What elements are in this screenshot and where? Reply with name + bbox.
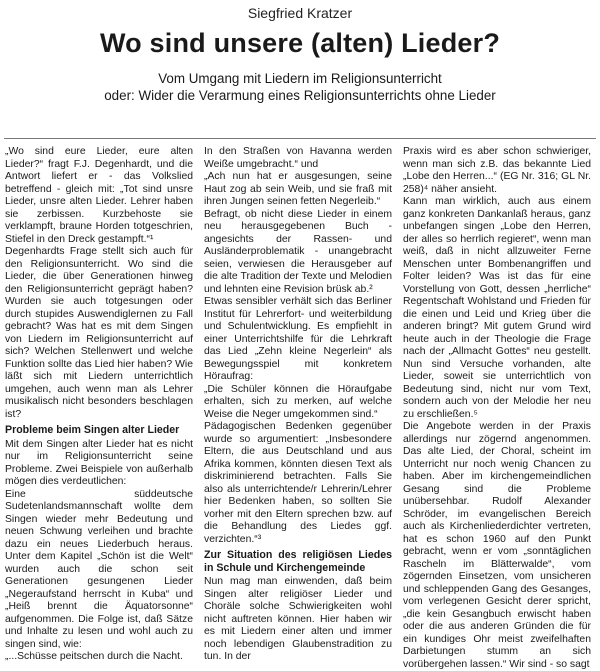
paragraph: Degenhardts Frage stellt sich auch für den Religionsunterricht. Wo sind die Lieder, die über Generationen hinweg den Religionsunterricht geprägt haben? Wurden sie auch totgesungen oder durch stupides Auswendiglernen zu Fall gebracht? Was hat es mit dem Singen von Liedern im Religionsunterricht auf sich? Welchen Stellenwert und welche Funktion sollte das Lied hier haben? Wie läßt sich mit Liedern unterrichtlich umgehen, auch wenn man als Lehrer musikalisch nicht besonders beschlagen ist?	[5, 246, 193, 420]
text-column-2	[204, 146, 392, 664]
paragraph: „Die Schüler können die Höraufgabe erhalten, sich zu merken, auf welche Weise die Neger umgekommen sind.“	[204, 383, 392, 420]
section-heading: Zur Situation des religiösen Liedes in Schule und Kirchengemeinde	[204, 549, 392, 574]
text-column-1	[5, 146, 193, 664]
paragraph: In den Straßen von Havanna werden Weiße umgebracht.“ und	[204, 146, 392, 170]
paragraph: „...Schüsse peitschen durch die Nacht.	[5, 651, 183, 662]
author-name: Siegfried Kratzer	[247, 5, 353, 21]
header-divider	[4, 138, 596, 139]
paragraph: Nun mag man einwenden, daß beim Singen alter religiöser Lieder und Choräle solche Schwierigkeiten wohl nicht auftreten können. Hier haben wir es mit Liedern einer alten und immer noch lebendigen Glaubenstradition zu tun. In der	[204, 576, 392, 662]
paragraph: Mit dem Singen alter Lieder hat es nicht nur im Religionsunterricht seine Probleme. Zwei Beispiele von außerhalb mögen dies verdeutlichen:	[5, 438, 193, 487]
paragraph: Eine süddeutsche Sudetenlandsmannschaft wollte dem Singen wieder mehr Bedeutung und neuen Schwung verleihen und brachte dazu ein neues Liederbuch heraus. Unter dem Kapitel „Schön ist die Welt“ wurden auch die schon seit Generationen gesungenen Lieder „Negeraufstand herrscht in Kuba“ und „Heiß brennt die Äquatorsonne“ aufgenommen. Die Folge ist, daß Sätze und Inhalte zu lesen und wohl auch zu singen sind, wie:	[5, 488, 193, 650]
paragraph: Pädagogischen Bedenken gegenüber wurde so argumentiert: „Insbesondere Eltern, die aus Deutschland und aus Afrika kommen, könnten diesen Text als diskriminierend betrachten. Falls Sie also als unterrichtende/r Lehrerin/Lehrer hier Bedenken haben, so sollten Sie vorher mit den Eltern sprechen bzw. auf die Behandlung des Liedes ggf. verzichten.“³	[204, 421, 392, 545]
article-subtitle	[0, 70, 600, 104]
subtitle-line-1: Vom Umgang mit Liedern im Religionsunterricht	[158, 71, 442, 86]
article-title: Wo sind unsere (alten) Lieder?	[99, 28, 501, 58]
subtitle-line-2: oder: Wider die Verarmung eines Religionsunterrichts ohne Lieder	[104, 88, 496, 103]
paragraph: Befragt, ob nicht diese Lieder in einem neu herausgegebenen Buch - angesichts der Rassen- und Ausländerproblematik - unangebracht seien, verwiesen die Herausgeber auf die alte Tradition der Texte und Melodien und lehnten eine Revision brüsk ab.²	[204, 208, 392, 295]
paragraph: Die Angebote werden in der Praxis allerdings nur zögernd angenommen. Das alte Lied, der Choral, scheint im Unterricht nur noch wenig Chancen zu haben. Aber im kirchengemeindlichen Gesang sind die Probleme unübersehbar. Rudolf Alexander Schröder, im evangelischen Bereich auch als Kirchenliederdichter vertreten, hat es schon 1960 auf den Punkt gebracht, wenn er vom „sonntäglichen Rascheln im Blätterwalde“, vom zögernden Einsetzen, vom unsicheren und schleppenden Gang des Gesanges, vom verlegenen Gesicht derer spricht, „die kein Gesangbuch erwischt haben oder die aus anderen Gründen die für ein kundiges Ohr meist zweifelhaften Darbietungen stumm an sich vorübergehen lassen.“ Wir sind - so sagt	[403, 421, 591, 670]
text-column-3	[403, 146, 591, 671]
paragraph: Praxis wird es aber schon schwieriger, wenn man sich z.B. das bekannte Lied „Lobe den Herren...“ (EG Nr. 316; GL Nr. 258)⁴ näher ansieht.	[403, 146, 591, 195]
paragraph: „Wo sind eure Lieder, eure alten Lieder?“ fragt F.J. Degenhardt, und die Antwort liefert er - das Volkslied betreffend - gleich mit: „Tot sind unsre Lieder, unsre alten Lieder. Lehrer haben sie zerbissen. Kurzbehoste sie verklampft, braune Horden totgeschrien, Stiefel in den Dreck gestampft.“¹	[5, 146, 193, 245]
section-heading: Probleme beim Singen alter Lieder	[5, 424, 180, 436]
paragraph: Kann man wirklich, auch aus einem ganz konkreten Dankanlaß heraus, ganz unbefangen singen „Lobe den Herren, der alles so herrlich regieret“, wenn man weiß, daß in nicht allzuweiter Ferne Menschen unter Bombenangriffen und Folter leiden? Was ist das für eine Vorstellung von Gott, dessen „herrliche“ Regentschaft Wohlstand und Frieden für die einen und Leid und Krieg über die anderen bringt? Mit gutem Grund wird heute auch in der Theologie die Frage nach der „Allmacht Gottes“ neu gestellt. Nun sind Versuche vorhanden, alte Lieder, soweit sie unterrichtlich von Bedeutung sind, nicht nur vom Text, sondern auch von der Melodie her neu zu erschließen.⁵	[403, 196, 591, 420]
paragraph: „Ach nun hat er ausgesungen, seine Haut zog ab sein Weib, und sie fraß mit ihren Jungen seinen fetten Negerleib.“	[204, 171, 392, 207]
paragraph: Etwas sensibler verhält sich das Berliner Institut für Lehrerfort- und weiterbildung und Schulentwicklung. Es empfiehlt in einer Unterrichtshilfe für die Lehrkraft das Lied „Zehn kleine Negerlein“ als Bewegungsspiel mit konkretem Höraufrag:	[204, 296, 392, 382]
